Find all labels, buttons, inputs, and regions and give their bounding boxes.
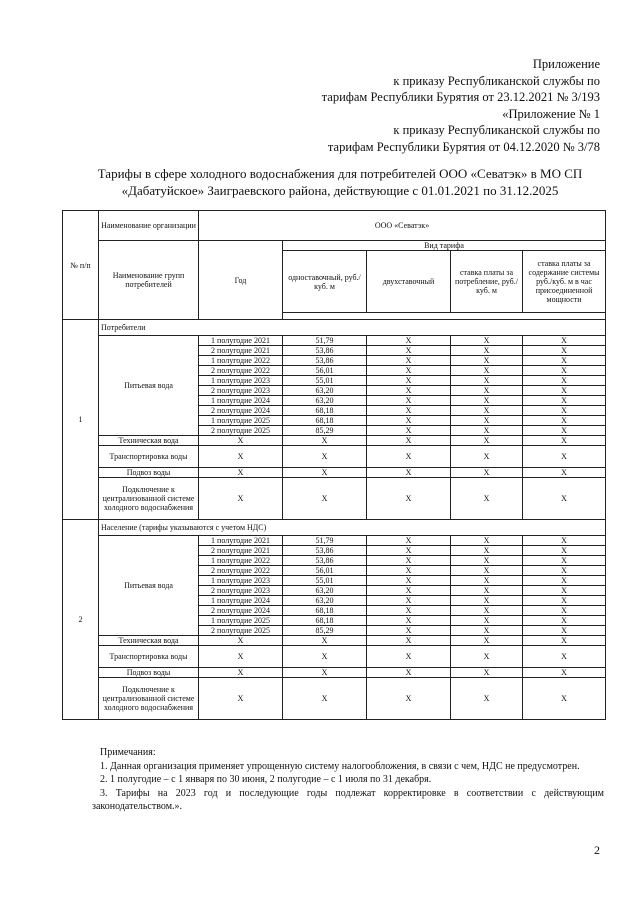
period-cell: 2 полугодие 2025 — [199, 426, 283, 436]
service-label: Техническая вода — [99, 636, 199, 646]
drinking-water-label: Питьевая вода — [99, 536, 199, 636]
two-part-value: X — [367, 336, 451, 346]
one-part-value: 85,29 — [283, 626, 367, 636]
period-cell: 2 полугодие 2023 — [199, 586, 283, 596]
maintenance-value: X — [523, 336, 606, 346]
year-cell: X — [199, 678, 283, 720]
service-label: Подвоз воды — [99, 668, 199, 678]
consumption-value: X — [451, 478, 523, 520]
consumption-value: X — [451, 556, 523, 566]
maintenance-value: X — [523, 366, 606, 376]
two-part-value: X — [367, 556, 451, 566]
consumption-value: X — [451, 626, 523, 636]
two-part-value: X — [367, 406, 451, 416]
maintenance-value: X — [523, 468, 606, 478]
one-part-value: X — [283, 646, 367, 668]
table-row — [63, 636, 606, 646]
one-part-value: X — [283, 436, 367, 446]
maintenance-value: X — [523, 406, 606, 416]
period-cell: 2 полугодие 2021 — [199, 346, 283, 356]
period-cell: 1 полугодие 2023 — [199, 576, 283, 586]
table-row — [63, 678, 606, 720]
year-cell: X — [199, 636, 283, 646]
maintenance-value: X — [523, 478, 606, 520]
one-part-value: 55,01 — [283, 376, 367, 386]
service-label: Техническая вода — [99, 436, 199, 446]
col-year-header: Год — [199, 241, 283, 320]
period-cell: 2 полугодие 2022 — [199, 566, 283, 576]
consumption-value: X — [451, 406, 523, 416]
two-part-value: X — [367, 576, 451, 586]
service-label: Подключение к централизованной системе холодного водоснабжения — [99, 678, 199, 720]
one-part-value: 63,20 — [283, 596, 367, 606]
service-label: Транспортировка воды — [99, 446, 199, 468]
col-one-part-header: одноставочный, руб./ куб. м — [283, 251, 367, 313]
maintenance-value: X — [523, 636, 606, 646]
service-label: Подвоз воды — [99, 468, 199, 478]
period-cell: 2 полугодие 2025 — [199, 626, 283, 636]
one-part-value: 51,79 — [283, 336, 367, 346]
maintenance-value: X — [523, 436, 606, 446]
two-part-value: X — [367, 426, 451, 436]
two-part-value: X — [367, 668, 451, 678]
two-part-value: X — [367, 386, 451, 396]
maintenance-value: X — [523, 356, 606, 366]
note-item: 3. Тарифы на 2023 год и последующие годы подлежат корректировке в соответствии с действующим законодательством.». — [92, 787, 604, 812]
service-label: Подключение к централизованной системе холодного водоснабжения — [99, 478, 199, 520]
period-cell: 1 полугодие 2022 — [199, 356, 283, 366]
document-title — [80, 165, 600, 199]
consumption-value: X — [451, 636, 523, 646]
one-part-value: 53,86 — [283, 356, 367, 366]
consumption-value: X — [451, 566, 523, 576]
period-cell: 1 полугодие 2023 — [199, 376, 283, 386]
two-part-value: X — [367, 436, 451, 446]
order-reference-header — [170, 56, 600, 155]
maintenance-value: X — [523, 678, 606, 720]
two-part-value: X — [367, 678, 451, 720]
section-number: 1 — [63, 320, 99, 520]
year-cell: X — [199, 446, 283, 468]
section-heading: Потребители — [99, 320, 606, 336]
consumption-value: X — [451, 396, 523, 406]
one-part-value: X — [283, 678, 367, 720]
maintenance-value: X — [523, 626, 606, 636]
maintenance-value: X — [523, 416, 606, 426]
two-part-value: X — [367, 396, 451, 406]
title-line: Тарифы в сфере холодного водоснабжения для потребителей ООО «Севатэк» в МО СП — [97, 166, 583, 181]
note-item: 2. 1 полугодие – с 1 января по 30 июня, 2 полугодие – с 1 июля по 31 декабря. — [100, 774, 432, 785]
maintenance-value: X — [523, 446, 606, 468]
col-org-name-header: Наименование организации — [99, 211, 199, 241]
period-cell: 1 полугодие 2021 — [199, 536, 283, 546]
header-line: тарифам Республики Бурятия от 23.12.2021 № 3/193 — [321, 90, 600, 104]
one-part-value: X — [283, 636, 367, 646]
two-part-value: X — [367, 606, 451, 616]
maintenance-value: X — [523, 556, 606, 566]
two-part-value: X — [367, 416, 451, 426]
one-part-value: 53,86 — [283, 556, 367, 566]
one-part-value: 63,20 — [283, 386, 367, 396]
table-row — [63, 336, 606, 346]
consumption-value: X — [451, 668, 523, 678]
consumption-value: X — [451, 616, 523, 626]
title-line: «Дабатуйское» Заиграевского района, действующие с 01.01.2021 по 31.12.2025 — [121, 183, 559, 198]
two-part-value: X — [367, 626, 451, 636]
one-part-value: 56,01 — [283, 366, 367, 376]
service-label: Транспортировка воды — [99, 646, 199, 668]
header-spacer — [283, 313, 606, 320]
maintenance-value: X — [523, 646, 606, 668]
org-name: ООО «Севатэк» — [199, 211, 606, 241]
notes-heading: Примечания: — [100, 747, 156, 758]
one-part-value: X — [283, 478, 367, 520]
one-part-value: 68,18 — [283, 606, 367, 616]
period-cell: 1 полугодие 2025 — [199, 416, 283, 426]
period-cell: 2 полугодие 2023 — [199, 386, 283, 396]
two-part-value: X — [367, 366, 451, 376]
two-part-value: X — [367, 356, 451, 366]
two-part-value: X — [367, 646, 451, 668]
maintenance-value: X — [523, 426, 606, 436]
consumption-value: X — [451, 596, 523, 606]
two-part-value: X — [367, 566, 451, 576]
one-part-value: 53,86 — [283, 346, 367, 356]
two-part-value: X — [367, 536, 451, 546]
maintenance-value: X — [523, 546, 606, 556]
tariff-type-header: Вид тарифа — [283, 241, 606, 251]
two-part-value: X — [367, 478, 451, 520]
section-number: 2 — [63, 520, 99, 720]
year-cell: X — [199, 668, 283, 678]
consumption-value: X — [451, 416, 523, 426]
period-cell: 1 полугодие 2021 — [199, 336, 283, 346]
year-cell: X — [199, 646, 283, 668]
period-cell: 1 полугодие 2024 — [199, 396, 283, 406]
two-part-value: X — [367, 468, 451, 478]
col-group-header: Наименование групп потребителей — [99, 241, 199, 320]
two-part-value: X — [367, 376, 451, 386]
header-line: к приказу Республиканской службы по — [393, 123, 600, 137]
consumption-value: X — [451, 336, 523, 346]
consumption-value: X — [451, 606, 523, 616]
consumption-value: X — [451, 386, 523, 396]
one-part-value: 68,18 — [283, 406, 367, 416]
two-part-value: X — [367, 616, 451, 626]
one-part-value: 51,79 — [283, 536, 367, 546]
period-cell: 1 полугодие 2022 — [199, 556, 283, 566]
consumption-value: X — [451, 356, 523, 366]
header-line: к приказу Республиканской службы по — [393, 73, 600, 88]
drinking-water-label: Питьевая вода — [99, 336, 199, 436]
consumption-value: X — [451, 366, 523, 376]
one-part-value: 53,86 — [283, 546, 367, 556]
maintenance-value: X — [523, 596, 606, 606]
consumption-value: X — [451, 678, 523, 720]
consumption-value: X — [451, 436, 523, 446]
table-row — [63, 446, 606, 468]
table-row — [63, 646, 606, 668]
maintenance-value: X — [523, 576, 606, 586]
one-part-value: 85,29 — [283, 426, 367, 436]
period-cell: 1 полугодие 2025 — [199, 616, 283, 626]
period-cell: 2 полугодие 2024 — [199, 406, 283, 416]
maintenance-value: X — [523, 536, 606, 546]
one-part-value: 63,20 — [283, 396, 367, 406]
year-cell: X — [199, 468, 283, 478]
consumption-value: X — [451, 446, 523, 468]
header-line: Приложение — [532, 57, 600, 71]
year-cell: X — [199, 436, 283, 446]
col-consumption-header: ставка платы за потребление, руб./ куб. м — [451, 251, 523, 313]
col-number-header: № п/п — [63, 211, 99, 320]
consumption-value: X — [451, 546, 523, 556]
two-part-value: X — [367, 546, 451, 556]
maintenance-value: X — [523, 346, 606, 356]
two-part-value: X — [367, 346, 451, 356]
table-row — [63, 536, 606, 546]
page-number: 2 — [594, 843, 600, 857]
table-row — [63, 436, 606, 446]
consumption-value: X — [451, 586, 523, 596]
consumption-value: X — [451, 468, 523, 478]
table-row — [63, 468, 606, 478]
period-cell: 2 полугодие 2021 — [199, 546, 283, 556]
one-part-value: X — [283, 468, 367, 478]
one-part-value: 68,18 — [283, 416, 367, 426]
one-part-value: 55,01 — [283, 576, 367, 586]
consumption-value: X — [451, 426, 523, 436]
two-part-value: X — [367, 596, 451, 606]
consumption-value: X — [451, 376, 523, 386]
maintenance-value: X — [523, 586, 606, 596]
consumption-value: X — [451, 536, 523, 546]
one-part-value: X — [283, 668, 367, 678]
one-part-value: 56,01 — [283, 566, 367, 576]
one-part-value: 68,18 — [283, 616, 367, 626]
one-part-value: X — [283, 446, 367, 468]
header-line: тарифам Республики Бурятия от 04.12.2020 № 3/78 — [327, 139, 600, 154]
consumption-value: X — [451, 346, 523, 356]
period-cell: 2 полугодие 2022 — [199, 366, 283, 376]
table-row — [63, 668, 606, 678]
two-part-value: X — [367, 636, 451, 646]
col-two-part-header: двухставочный — [367, 251, 451, 313]
period-cell: 2 полугодие 2024 — [199, 606, 283, 616]
header-line: «Приложение № 1 — [502, 106, 600, 121]
notes-block — [92, 746, 604, 814]
col-maintenance-header: ставка платы за содержание системы руб./куб. м в час присоединенной мощности — [523, 251, 606, 313]
maintenance-value: X — [523, 566, 606, 576]
period-cell: 1 полугодие 2024 — [199, 596, 283, 606]
maintenance-value: X — [523, 396, 606, 406]
two-part-value: X — [367, 586, 451, 596]
consumption-value: X — [451, 576, 523, 586]
section-heading: Население (тарифы указываются с учетом НДС) — [99, 520, 606, 536]
maintenance-value: X — [523, 386, 606, 396]
maintenance-value: X — [523, 606, 606, 616]
two-part-value: X — [367, 446, 451, 468]
note-item: 1. Данная организация применяет упрощенную систему налогообложения, в связи с чем, НДС не предусмотрен. — [100, 760, 580, 772]
maintenance-value: X — [523, 376, 606, 386]
table-row — [63, 478, 606, 520]
consumption-value: X — [451, 646, 523, 668]
tariff-table — [62, 210, 606, 720]
year-cell: X — [199, 478, 283, 520]
maintenance-value: X — [523, 616, 606, 626]
one-part-value: 63,20 — [283, 586, 367, 596]
maintenance-value: X — [523, 668, 606, 678]
